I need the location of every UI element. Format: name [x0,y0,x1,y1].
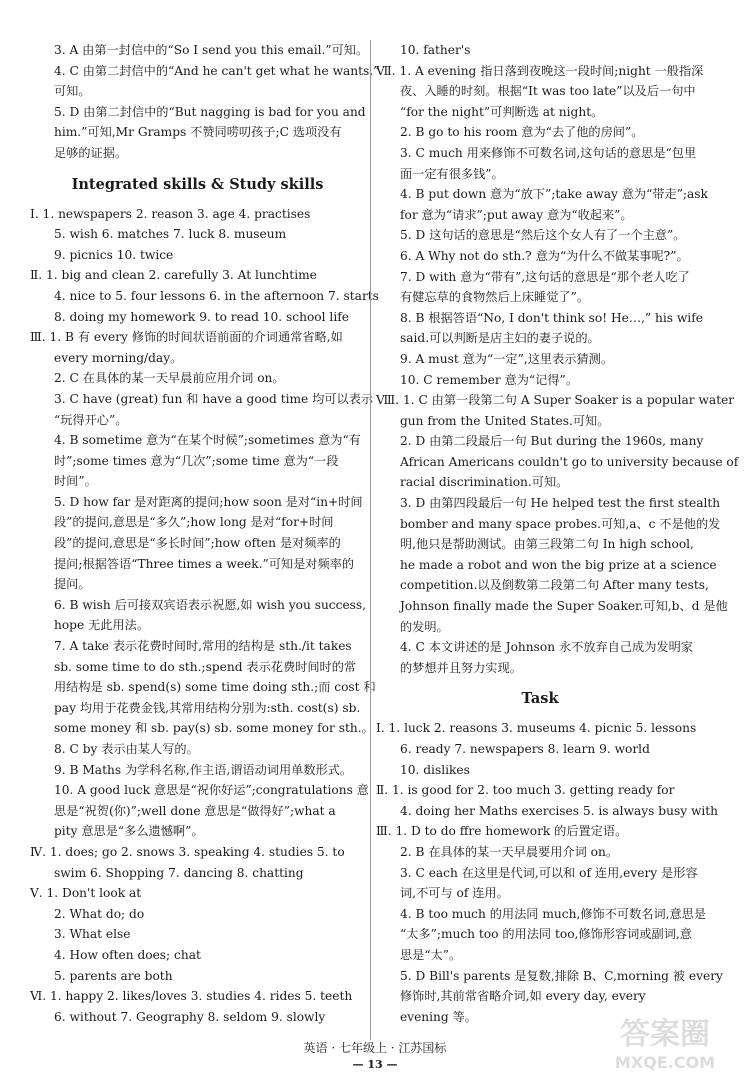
answer-line: 5. D 这句话的意思是“然后这个女人有了一个主意”。 [400,228,686,243]
answer-line: Johnson finally made the Super Soaker.可知,b、d 是他 [400,599,728,614]
answer-line: Ⅰ. 1. luck 2. reasons 3. museums 4. picnic 5. lessons [376,721,697,736]
answer-line: 6. without 7. Geography 8. seldom 9. slowly [54,1009,326,1024]
answer-line: 2. What do; do [54,906,145,921]
answer-line: hope 无此用法。 [54,618,150,633]
answer-line: 10. C remember 意为“记得”。 [400,372,578,387]
answer-line: “for the night”可判断选 at night。 [400,104,604,119]
answer-line: swim 6. Shopping 7. dancing 8. chatting [54,865,304,880]
answer-line: Ⅵ. 1. happy 2. likes/loves 3. studies 4. rides 5. teeth [30,989,353,1004]
answer-line: some money 和 sb. pay(s) sb. some money for sth.。 [54,721,374,736]
answer-line: 9. picnics 10. twice [54,247,174,262]
answer-line: 3. C have (great) fun 和 have a good time 均可以表示 [54,391,374,406]
answer-line: Ⅰ. 1. newspapers 2. reason 3. age 4. practises [30,206,311,221]
answer-line: 8. B 根据答语“No, I don't think so! He…,” his wife [400,310,703,325]
answer-line: pay 均用于花费金钱,其常用结构分别为:sth. cost(s) sb. [54,700,361,715]
answer-line: 用结构是 sb. spend(s) some time doing sth.;而 cost 和 [54,680,376,695]
answer-line: gun from the United States.可知。 [400,413,610,428]
answer-line: 修饰时,其前常省略介词,如 every day, every [400,989,646,1004]
answer-line: him.”可知,Mr Gramps 不赞同唠叨孩子;C 选项没有 [54,125,342,140]
answer-line: every morning/day。 [54,350,183,365]
answer-line: 7. D with 意为“带有”,这句话的意思是“那个老人吃了 [400,269,690,284]
answer-line: 4. C 本文讲述的是 Johnson 永不放弃自己成为发明家 [400,640,693,655]
answer-line: Ⅱ. 1. big and clean 2. carefully 3. At lunchtime [30,268,317,283]
answer-line: 可知。 [54,84,91,99]
answer-line: competition.以及倒数第二段第二句 After many tests, [400,578,709,593]
answer-line: 2. B go to his room 意为“去了他的房间”。 [400,125,644,140]
answer-line: 提问。 [54,577,91,592]
answer-line: for 意为“请求”;put away 意为“收起来”。 [400,207,633,222]
answer-line: Ⅳ. 1. does; go 2. snows 3. speaking 4. studies 5. to [30,844,345,859]
answer-line: African Americans couldn't go to university because of [400,454,739,469]
answer-line: Ⅲ. 1. D to do ffre homework 的后置定语。 [376,824,628,839]
answer-line: Ⅷ. 1. C 由第一段第二句 A Super Soaker is a popular water [376,393,735,408]
answer-line: 夜、入睡的时刻。根据“It was too late”以及后一句中 [400,84,696,99]
svg-text:答案圈: 答案圈 [620,1017,710,1052]
answer-line: 4. nice to 5. four lessons 6. in the afternoon 7. starts [54,288,379,303]
answer-line: 4. B sometime 意为“在某个时候”;sometimes 意为“有 [54,433,361,448]
answer-line: 2. C 在具体的某一天早晨前应用介词 on。 [54,371,285,386]
answer-line: 3. D 由第四段最后一句 He helped test the first stealth [400,496,721,511]
right-column [376,40,739,1027]
answer-line: 8. doing my homework 9. to read 10. school life [54,309,349,324]
answer-line: 提问;根据答语“Three times a week.”可知是对频率的 [54,556,355,571]
answer-line: 5. wish 6. matches 7. luck 8. museum [54,227,287,242]
answer-line: 6. ready 7. newspapers 8. learn 9. world [400,742,650,756]
answer-line: 5. parents are both [54,968,173,983]
left-column [30,40,380,1027]
answer-line: 3. C much 用来修饰不可数名词,这句话的意思是“包里 [400,145,697,160]
answer-line: 思是“太”。 [400,947,462,962]
answer-line: “玩得开心”。 [54,412,128,427]
page-number: — 13 — [352,1058,398,1071]
answer-line: said.可以判断是店主妇的妻子说的。 [400,331,600,346]
answer-line: 6. B wish 后可接双宾语表示祝愿,如 wish you success, [54,597,367,612]
answer-line: racial discrimination.可知。 [400,475,569,490]
answer-line: 4. B put down 意为“放下”;take away 意为“带走”;ask [400,187,708,202]
answer-line: 有健忘草的食物然后上床睡觉了”。 [400,290,590,305]
watermark-logo [590,1004,740,1076]
answer-line: 9. A must 意为“一定”,这里表示猜测。 [400,351,614,366]
answer-line: 2. B 在具体的某一天早晨要用介词 on。 [400,844,619,859]
answer-line: sb. some time to do sth.;spend 表示花费时间时的常 [54,659,357,674]
answer-line: 10. father's [400,43,471,57]
answer-line: 的梦想并且努力实现。 [400,660,522,675]
answer-line: 7. A take 表示花费时间时,常用的结构是 sth./it takes [54,639,352,654]
answer-line: 5. D how far 是对距离的提问;how soon 是对“in+时间 [54,494,363,509]
answer-line: 5. D Bill's parents 是复数,排除 B、C,morning 被 every [400,968,723,983]
answer-line: 4. How often does; chat [54,947,201,962]
section-heading: Task [521,690,559,708]
answer-line: evening 等。 [400,1009,477,1024]
answer-line: 3. What else [54,927,131,942]
answer-line: 时”;some times 意为“几次”;some time 意为“一段 [54,453,339,468]
column-divider [370,40,371,1040]
answer-line: 4. C 由第二封信中的“And he can't get what he wants.” [54,63,380,78]
answer-line: 思是“祝贺(你)”;well done 意思是“做得好”;what a [54,803,336,818]
answer-line: 8. C by 表示由某人写的。 [54,742,199,756]
answer-line: bomber and many space probes.可知,a、c 不是他的发 [400,516,721,531]
answer-line: Ⅴ. 1. Don't look at [30,886,142,901]
answer-line: 9. B Maths 为学科名称,作主语,谓语动词用单数形式。 [54,762,353,777]
answer-line: 明,他只是帮助测试。由第三段第二句 In high school, [400,537,694,552]
answer-line: 4. B too much 的用法同 much,修饰不可数名词,意思是 [400,906,707,921]
answer-line: “太多”;much too 的用法同 too,修饰形容词或副词,意 [400,927,692,942]
answer-line: Ⅱ. 1. is good for 2. too much 3. getting ready for [376,783,675,798]
answer-line: 段”的提问,意思是“多长时间”;how often 是对频率的 [54,536,341,551]
answer-line: 3. A 由第一封信中的“So I send you this email.”可知。 [54,43,369,57]
answer-line: 面一定有很多钱”。 [400,166,504,181]
answer-line: 的发明。 [400,619,449,634]
page-footer: 英语 · 七年级上 · 江苏国标 [303,1041,447,1055]
section-heading: Integrated skills & Study skills [71,175,324,193]
answer-line: pity 意思是“多么遗憾啊”。 [54,824,204,839]
answer-line: Ⅲ. 1. B 有 every 修饰的时间状语前面的介词通常省略,如 [30,330,343,345]
answer-line: 词,不可与 of 连用。 [400,886,509,901]
answer-line: 2. D 由第二段最后一句 But during the 1960s, many [400,434,704,449]
watermark-text: MXQE.COM [614,1053,716,1072]
answer-line: 10. dislikes [400,762,470,777]
answer-line: 6. A Why not do sth.? 意为“为什么不做某事呢?”。 [400,248,689,263]
answer-line: 足够的证据。 [54,145,128,160]
answer-line: 段”的提问,意思是“多久”;how long 是对“for+时间 [54,515,334,530]
answer-line: 4. doing her Maths exercises 5. is always busy with [400,803,719,818]
answer-line: 时间”。 [54,474,97,489]
answer-line: 10. A good luck 意思是“祝你好运”;congratulations 意 [54,783,369,798]
answer-line: he made a robot and won the big prize at a science [400,557,717,572]
answer-line: 3. C each 在这里是代词,可以和 of 连用,every 是形容 [400,865,698,880]
answer-line: 5. D 由第二封信中的“But nagging is bad for you and [54,104,366,119]
answer-line: Ⅶ. 1. A evening 指日落到夜晚这一段时间;night 一般指深 [376,63,704,78]
